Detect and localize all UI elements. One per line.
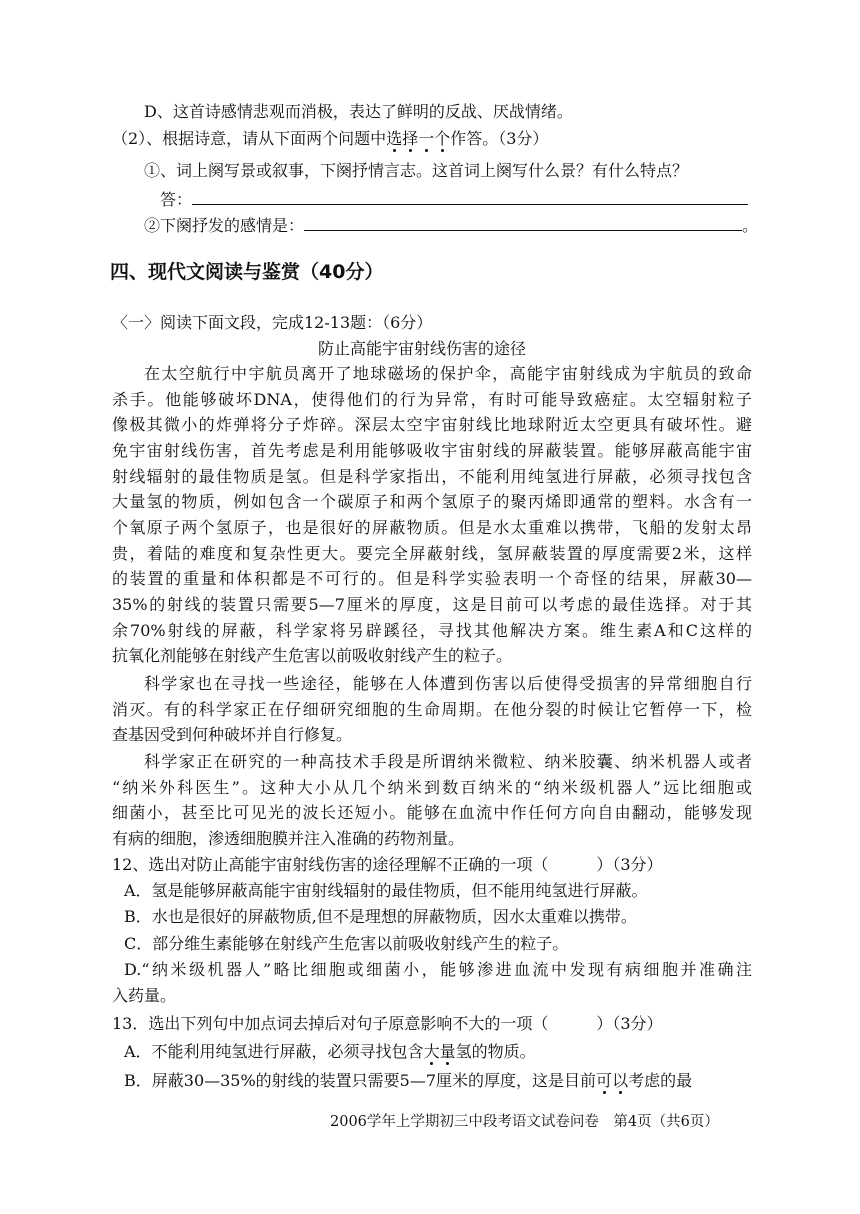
q11-part2-stem [112, 127, 548, 151]
passage-line: 贵，着陆的难度和复杂性更大。要完全屏蔽射线，氢屏蔽装置的厚度需要2米，这样 [112, 544, 752, 563]
option-text: A．不能利用纯氢进行屏蔽，必须寻找包含 [124, 1042, 424, 1061]
q11-sub2-row [144, 212, 758, 238]
q12-option-d: D.“纳米级机器人”略比细胞或细菌小，能够渗进血流中发现有病细胞并准确注 [124, 960, 752, 979]
q13-option-a [124, 1040, 536, 1064]
passage-title: 防止高能宇宙射线伤害的途径 [318, 339, 527, 358]
option-text: 氢的物质。 [455, 1042, 536, 1061]
passage-line: 免宇宙射线伤害，首先考虑是利用能够吸收宇宙射线的屏蔽装置。能够屏蔽高能宇宙 [112, 441, 752, 460]
passage-line: 科学家正在研究的一种高技术手段是所谓纳米微粒、纳米胶囊、纳米机器人或者 [144, 752, 752, 771]
passage-line: 35%的射线的装置只需要5—7厘米的厚度，这是目前可以考虑的最佳选择。对于其 [112, 595, 752, 614]
option-text: B．屏蔽30—35%的射线的装置只需要5—7厘米的厚度，这是目前 [124, 1071, 597, 1090]
sub2-end: 。 [742, 216, 759, 235]
section-heading: 四、现代文阅读与鉴赏（40分） [110, 261, 384, 283]
passage-line: 科学家也在寻找一些途径，能够在人体遭到伤害以后使得受损害的异常细胞自行 [144, 674, 752, 693]
emphasis-dot-char: 以 [612, 1071, 629, 1090]
answer-line[interactable] [192, 186, 748, 205]
q12-option-b: B．水也是很好的屏蔽物质,但不是理想的屏蔽物质，因水太重难以携带。 [124, 907, 637, 926]
q13-option-b [124, 1069, 692, 1093]
passage-line: 的装置的重量和体积都是不可行的。但是科学实验表明一个奇怪的结果，屏蔽30— [112, 569, 752, 588]
q12-option-a: A．氢是能够屏蔽高能宇宙射线辐射的最佳物质，但不能用纯氢进行屏蔽。 [124, 881, 648, 900]
emphasis-dot-char: 选 [386, 129, 403, 148]
passage-line: 个氧原子两个氢原子，也是很好的屏蔽物质。但是水太重难以携带，飞船的发射太昂 [112, 518, 752, 537]
q11-part2-prefix: （2）、根据诗意，请从下面两个问题中 [112, 129, 387, 148]
passage-line: 射线辐射的最佳物质是氢。但是科学家指出，不能利用纯氢进行屏蔽，必须寻找包含 [112, 467, 752, 486]
emphasis-dot-char: 择 [402, 129, 419, 148]
passage-intro: 〈一〉阅读下面文段，完成12-13题：（6分） [112, 313, 433, 332]
passage-line: 消灭。有的科学家正在仔细研究细胞的生命周期。在他分裂的时候让它暂停一下，检 [112, 700, 752, 719]
sub2-answer-line[interactable] [304, 212, 742, 231]
q13-stem: 13．选出下列句中加点词去掉后对句子原意影响不大的一项（ ）（3分） [112, 1014, 663, 1033]
emphasis-dot-char: 一 [418, 129, 435, 148]
passage-line: 有病的细胞，渗透细胞膜并注入准确的药物剂量。 [112, 829, 465, 848]
q11-part2-suffix: 作答。（3分） [450, 129, 549, 148]
passage-line: 大量氢的物质，例如包含一个碳原子和两个氢原子的聚丙烯即通常的塑料。水含有一 [112, 492, 752, 511]
passage-line: 查基因受到何种破坏并自行修复。 [112, 725, 353, 744]
q11-option-d: D、这首诗感情悲观而消极，表达了鲜明的反战、厌战情绪。 [144, 102, 573, 121]
passage-line: 像极其微小的炸弹将分子炸碎。深层太空宇宙射线比地球附近太空更具有破坏性。避 [112, 415, 752, 434]
q11-answer-row [160, 186, 748, 212]
passage-line: 抗氧化剂能够在射线产生危害以前吸收射线产生的粒子。 [112, 646, 513, 665]
option-text: 考虑的最 [628, 1071, 693, 1090]
answer-label: 答： [160, 190, 193, 209]
passage-line: 细菌小，甚至比可见光的波长还短小。能够在血流中作任何方向自由翻动，能够发现 [112, 803, 752, 822]
emphasis-dot-char: 可 [596, 1071, 613, 1090]
emphasis-dot-char: 个 [434, 129, 451, 148]
page-footer: 2006学年上学期初三中段考语文试卷问卷 第4页（共6页） [330, 1114, 719, 1130]
q12-stem: 12、选出对防止高能宇宙射线伤害的途径理解不正确的一项（ ）（3分） [112, 855, 663, 874]
passage-line: 余70%射线的屏蔽，科学家将另辟蹊径，寻找其他解决方案。维生素A和C这样的 [112, 621, 752, 640]
q12-option-d-cont: 入药量。 [112, 986, 177, 1005]
passage-line: 杀手。他能够破坏DNA，使得他们的行为异常，有时可能导致癌症。太空辐射粒子 [112, 390, 752, 409]
emphasis-dot-char: 量 [439, 1042, 456, 1061]
passage-line: 在太空航行中宇航员离开了地球磁场的保护伞，高能宇宙射线成为宇航员的致命 [144, 364, 752, 383]
sub2-label: ②下阕抒发的感情是： [144, 216, 305, 235]
emphasis-dot-char: 大 [423, 1042, 440, 1061]
q11-sub1: ①、词上阕写景或叙事，下阕抒情言志。这首词上阕写什么景？有什么特点？ [144, 161, 689, 180]
passage-line: “纳米外科医生”。这种大小从几个纳米到数百纳米的“纳米级机器人”远比细胞或 [112, 778, 752, 797]
q12-option-c: C．部分维生素能够在射线产生危害以前吸收射线产生的粒子。 [124, 934, 569, 953]
